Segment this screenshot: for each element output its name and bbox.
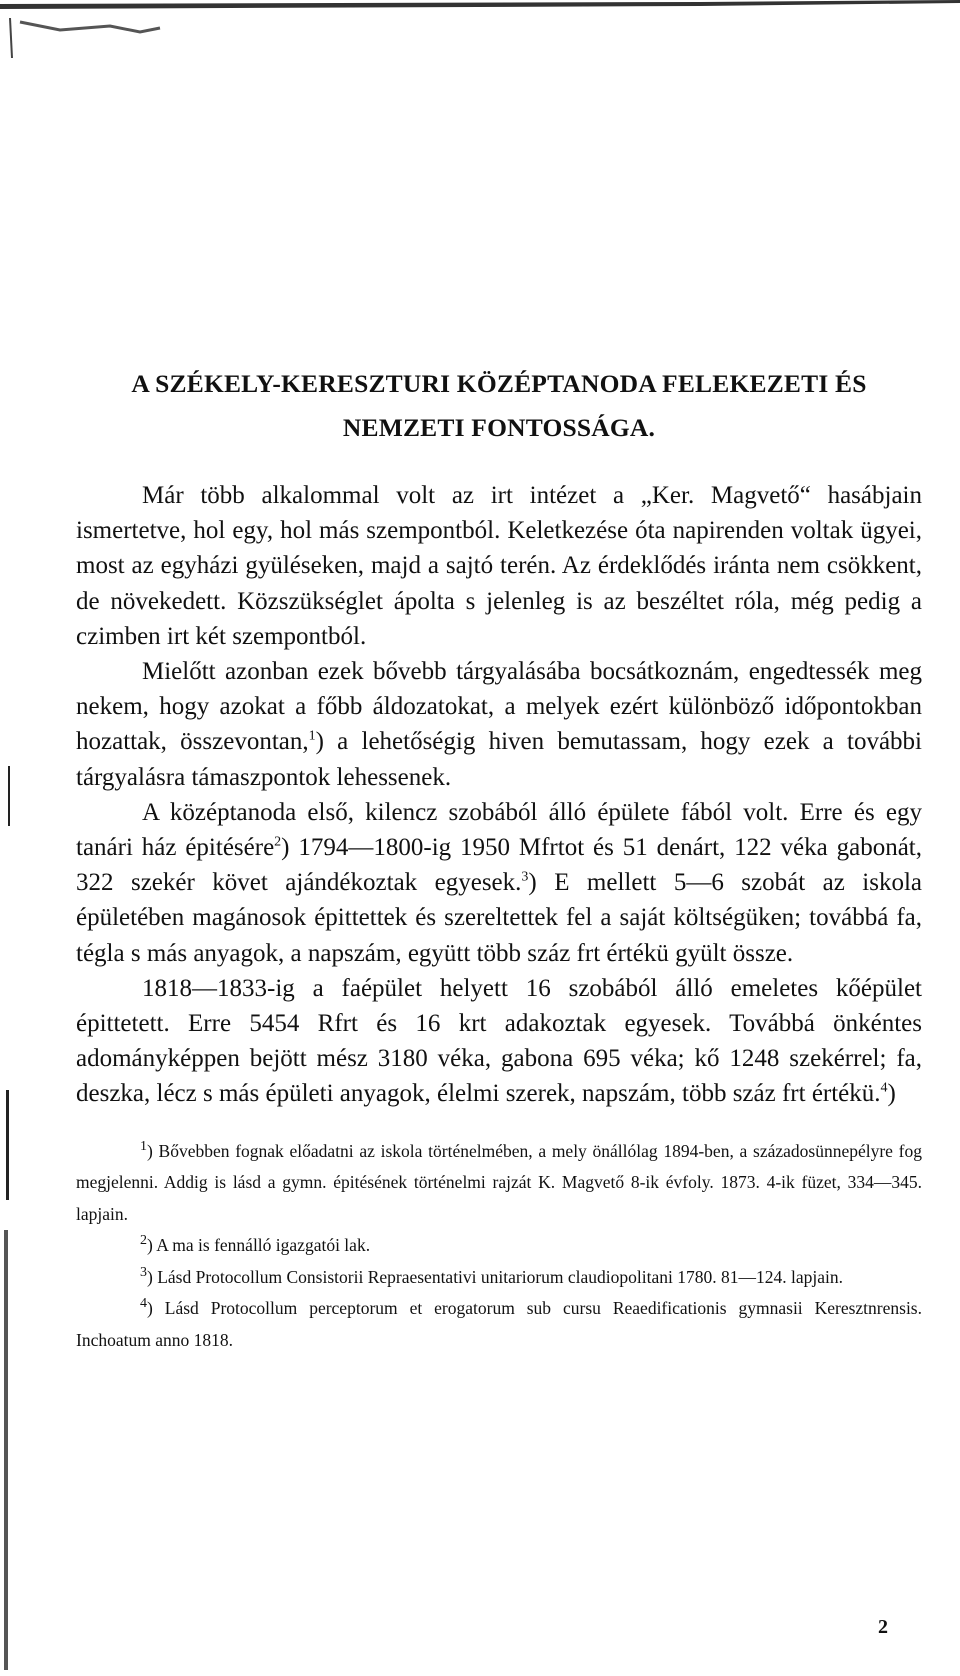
paragraph-2 (76, 654, 922, 795)
page-title (76, 362, 922, 450)
paragraph-3-text: A középtanoda első, kilencz szobából álló épülete fából volt. Erre és egy tanári ház épitésére (76, 798, 922, 862)
body-text (76, 478, 922, 1112)
footnote (76, 1136, 922, 1231)
paragraph-3-text-mid: ) 1794—1800-ig 1950 Mfrtot és 51 denárt, 122 véka gabonát, 322 szekér követ ajándékoztak egyesek. (76, 834, 922, 897)
footnote-text: ) Lásd Protocollum perceptorum et erogatorum sub cursu Reaedificationis gymnasii Keresztnrensis. Inchoatum anno 1818. (76, 1298, 922, 1350)
paragraph-4-text-end: ) (887, 1080, 896, 1108)
scan-edge-artifact (0, 0, 960, 60)
title-line-2: NEMZETI FONTOSSÁGA. (342, 413, 656, 442)
margin-mark (4, 1230, 8, 1670)
footnote-ref: 2 (274, 834, 282, 850)
footnote (76, 1230, 922, 1262)
footnote (76, 1262, 922, 1294)
footnote-mark: 2 (140, 1233, 147, 1249)
footnote (76, 1293, 922, 1356)
page-content (76, 362, 922, 1356)
footnote-ref: 1 (308, 729, 316, 745)
paragraph-3 (76, 795, 922, 971)
margin-mark (6, 1090, 9, 1200)
footnote-mark: 3 (140, 1264, 147, 1280)
footnote-text: ) A ma is fennálló igazgatói lak. (147, 1235, 371, 1256)
footnote-ref: 4 (880, 1081, 888, 1097)
footnote-ref: 3 (521, 869, 529, 885)
footnotes (76, 1136, 922, 1357)
paragraph-4-text: 1818—1833-ig a faépület helyett 16 szobából álló emeletes kőépület épittetett. Erre 5454 Rfrt és 16 krt adakoztak egyesek. Továbbá önkéntes adományképpen bejött mész 3180 véka, gabona 695 véka; kő 1248 szekérrel; fa, deszka, lécz s más épületi anyagok, élelmi szerek, napszám, több száz frt értékü. (76, 974, 922, 1108)
footnote-text: ) Lásd Protocollum Consistorii Repraesentativi unitariorum claudiopolitani 1780. 81—124. lapjain. (147, 1266, 844, 1287)
paragraph-2-text-end: ) a lehetőségig hiven bemutassam, hogy ezek a további tárgyalásra támaszpontok lehessenek. (76, 728, 922, 791)
page-number: 2 (878, 1616, 888, 1638)
paragraph-3-text-end: ) E mellett 5—6 szobát az iskola épületében magánosok épittettek és szereltettek fel a saját költségüken; továbbá fa, tégla s más anyagok, a napszám, együtt több száz frt értékü gyült össze. (76, 869, 923, 967)
footnote-text: ) Bővebben fognak előadatni az iskola történelmében, a mely önállólag 1894-ben, a századosünnepélyre fog megjelenni. Addig is lásd a gymn. épitésének történelmi rajzát K. Magvető 8-ik évfoly. 1873. 4-ik füzet, 334—345. lapjain. (76, 1140, 922, 1224)
paragraph-2-text: Mielőtt azonban ezek bővebb tárgyalásába bocsátkoznám, engedtessék meg nekem, hogy azokat a főbb áldozatokat, a melyek ezért különböző időpontokban hozattak, összevontan, (76, 658, 922, 756)
paragraph-1: Már több alkalommal volt az irt intézet a „Ker. Magvető“ hasábjain ismertetve, hol egy, hol más szempontból. Keletkezése óta napirenden voltak ügyei, most az egyházi gyüléseken, majd a sajtó terén. Az érdeklődés iránta nem csökkent, de növekedett. Közszükséglet ápolta s jelenleg is az beszéltet róla, még pedig a czimben irt két szempontból. (76, 482, 922, 650)
title-line-1: A SZÉKELY-KERESZTURI KÖZÉPTANODA FELEKEZETI ÉS (131, 369, 867, 398)
margin-mark (8, 766, 10, 826)
footnote-mark: 4 (140, 1296, 147, 1312)
footnote-mark: 1 (140, 1138, 147, 1154)
paragraph-4 (76, 971, 922, 1112)
